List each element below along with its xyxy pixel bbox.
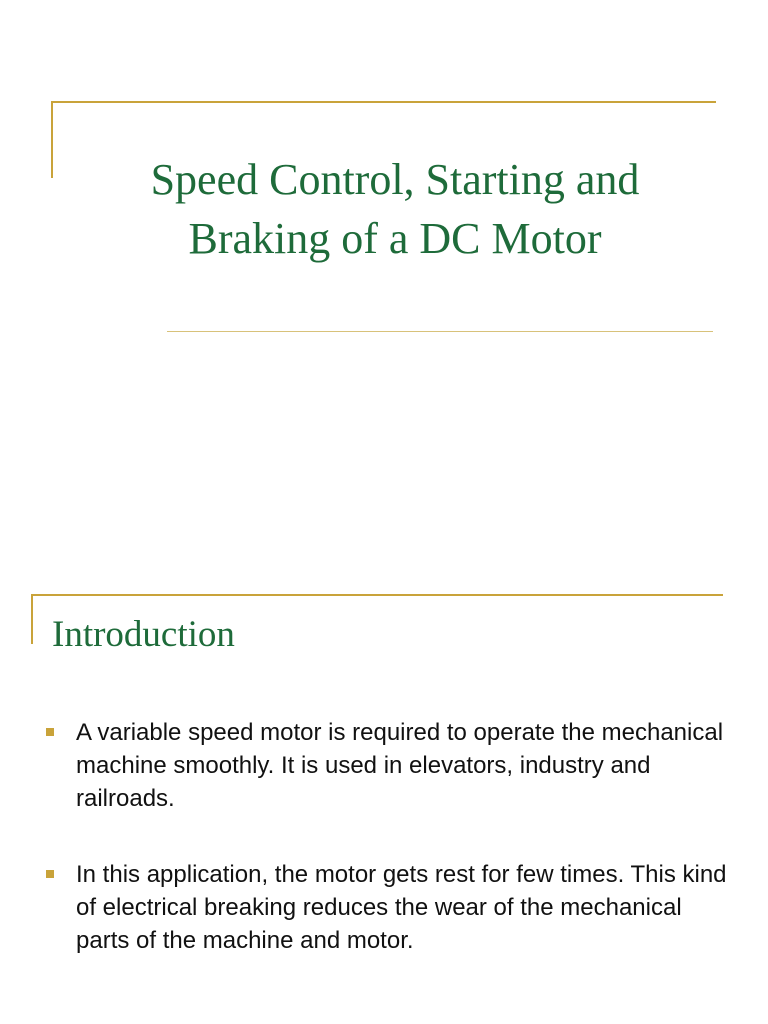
title-underline-rule	[167, 331, 713, 332]
heading-frame-left-rule	[31, 594, 33, 644]
bullet-text: In this application, the motor gets rest for few times. This kind of electrical breaking reduces the wear of the mechanical parts of the machine and motor.	[76, 861, 727, 954]
bullet-item	[46, 716, 736, 815]
bullet-text: A variable speed motor is required to operate the mechanical machine smoothly. It is used in elevators, industry and railroads.	[76, 719, 724, 812]
square-bullet-icon	[46, 870, 54, 878]
slide-heading: Introduction	[52, 614, 235, 655]
bullet-item	[46, 858, 736, 957]
square-bullet-icon	[46, 728, 54, 736]
bullet-list	[46, 716, 736, 957]
introduction-slide	[0, 520, 768, 1024]
title-frame-top-rule	[51, 101, 716, 103]
slide-title: Speed Control, Starting and Braking of a DC Motor	[150, 155, 640, 263]
title-frame-left-rule	[51, 101, 53, 178]
heading-frame-top-rule	[31, 594, 723, 596]
